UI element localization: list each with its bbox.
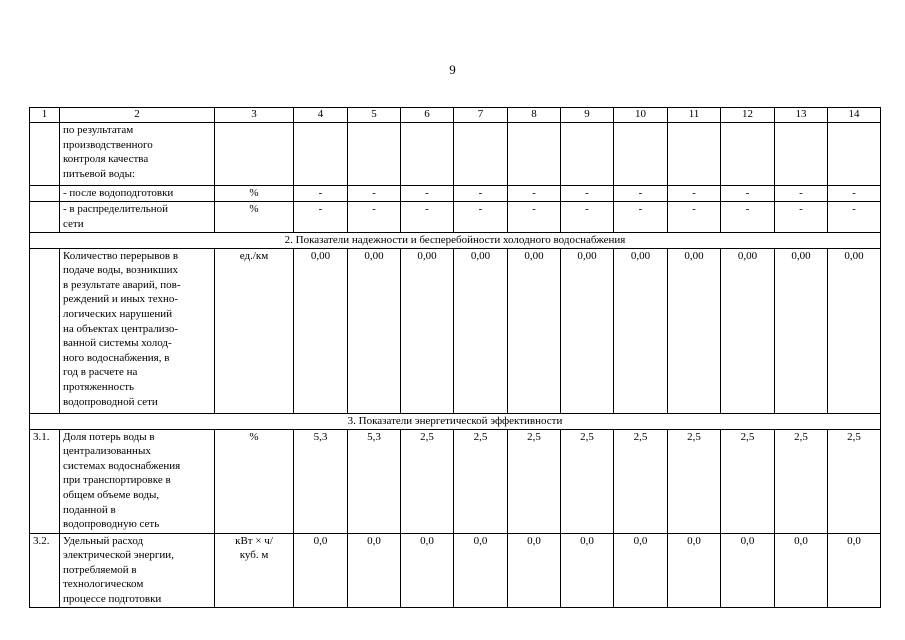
value-cell: - (401, 202, 454, 233)
column-header: 6 (401, 108, 454, 123)
value-cell: 0,0 (348, 533, 401, 607)
value-cell (668, 123, 721, 186)
value-cell: 0,00 (508, 248, 561, 413)
row-number (30, 123, 60, 186)
value-cell: 0,0 (401, 533, 454, 607)
column-header: 14 (828, 108, 881, 123)
value-cell: 0,00 (348, 248, 401, 413)
table-row (30, 533, 881, 607)
value-cell: - (775, 186, 828, 202)
column-header: 2 (60, 108, 215, 123)
section-title: 2. Показатели надежности и бесперебойности холодного водоснабжения (30, 233, 881, 249)
value-cell: 0,0 (828, 533, 881, 607)
column-header: 4 (294, 108, 348, 123)
value-cell: 0,0 (721, 533, 775, 607)
unit-cell: кВт × ч/ куб. м (215, 533, 294, 607)
column-header: 12 (721, 108, 775, 123)
value-cell: - (348, 186, 401, 202)
value-cell: - (668, 202, 721, 233)
value-cell: 0,0 (614, 533, 668, 607)
column-header: 1 (30, 108, 60, 123)
value-cell (401, 123, 454, 186)
value-cell: - (294, 202, 348, 233)
indicator-name: - в распределительной сети (60, 202, 215, 233)
value-cell: 0,0 (508, 533, 561, 607)
value-cell: 2,5 (454, 429, 508, 533)
value-cell: 2,5 (614, 429, 668, 533)
indicator-name: Удельный расход электрической энергии, потребляемой в технологическом процессе подготовки (60, 533, 215, 607)
table-row (30, 429, 881, 533)
unit-cell: % (215, 202, 294, 233)
value-cell: - (828, 186, 881, 202)
column-header: 5 (348, 108, 401, 123)
value-cell: 0,00 (668, 248, 721, 413)
table-row (30, 186, 881, 202)
indicator-name: Количество перерывов в подаче воды, возникших в результате аварий, пов- реждений и иных техно- логических нарушений на объектах централизо- ванной системы холод- ного водоснабжения, в год в расчете на протяженность водопроводной сети (60, 248, 215, 413)
value-cell: - (348, 202, 401, 233)
value-cell: 2,5 (721, 429, 775, 533)
indicator-name: Доля потерь воды в централизованных системах водоснабжения при транспортировке в общем объеме воды, поданной в водопроводную сеть (60, 429, 215, 533)
column-header: 10 (614, 108, 668, 123)
value-cell: 0,00 (561, 248, 614, 413)
value-cell: - (828, 202, 881, 233)
value-cell: - (561, 202, 614, 233)
value-cell: 0,0 (561, 533, 614, 607)
value-cell: 0,0 (294, 533, 348, 607)
unit-cell (215, 123, 294, 186)
value-cell: - (401, 186, 454, 202)
value-cell: 5,3 (294, 429, 348, 533)
value-cell: - (508, 186, 561, 202)
value-cell: - (721, 202, 775, 233)
table-row (30, 123, 881, 186)
value-cell: - (614, 202, 668, 233)
value-cell: 0,0 (775, 533, 828, 607)
value-cell (721, 123, 775, 186)
value-cell: 0,00 (401, 248, 454, 413)
value-cell: - (721, 186, 775, 202)
value-cell (508, 123, 561, 186)
page-number: 9 (449, 62, 456, 77)
row-number (30, 248, 60, 413)
indicators-table (29, 107, 881, 608)
value-cell: 0,0 (668, 533, 721, 607)
column-header: 3 (215, 108, 294, 123)
indicator-name: - после водоподготовки (60, 186, 215, 202)
value-cell: 0,00 (775, 248, 828, 413)
row-number (30, 202, 60, 233)
value-cell (775, 123, 828, 186)
value-cell (454, 123, 508, 186)
column-header: 8 (508, 108, 561, 123)
value-cell: - (775, 202, 828, 233)
value-cell: 0,00 (614, 248, 668, 413)
unit-cell: % (215, 429, 294, 533)
table-row (30, 248, 881, 413)
value-cell: - (454, 202, 508, 233)
value-cell: - (561, 186, 614, 202)
column-header: 7 (454, 108, 508, 123)
value-cell: 2,5 (561, 429, 614, 533)
value-cell: - (668, 186, 721, 202)
value-cell: 2,5 (508, 429, 561, 533)
unit-cell: % (215, 186, 294, 202)
table-row (30, 202, 881, 233)
value-cell: 0,00 (294, 248, 348, 413)
value-cell: 0,00 (828, 248, 881, 413)
value-cell: - (614, 186, 668, 202)
value-cell: - (294, 186, 348, 202)
value-cell: 2,5 (668, 429, 721, 533)
value-cell (828, 123, 881, 186)
value-cell (348, 123, 401, 186)
column-header: 13 (775, 108, 828, 123)
section-title: 3. Показатели энергетической эффективности (30, 413, 881, 429)
value-cell: 2,5 (775, 429, 828, 533)
value-cell: 2,5 (828, 429, 881, 533)
section-row (30, 413, 881, 429)
section-row (30, 233, 881, 249)
row-number: 3.1. (30, 429, 60, 533)
value-cell: 5,3 (348, 429, 401, 533)
value-cell: 0,0 (454, 533, 508, 607)
value-cell (294, 123, 348, 186)
value-cell: - (508, 202, 561, 233)
value-cell: 2,5 (401, 429, 454, 533)
row-number (30, 186, 60, 202)
value-cell (614, 123, 668, 186)
value-cell (561, 123, 614, 186)
header-row (30, 108, 881, 123)
column-header: 11 (668, 108, 721, 123)
value-cell: 0,00 (454, 248, 508, 413)
value-cell: - (454, 186, 508, 202)
row-number: 3.2. (30, 533, 60, 607)
unit-cell: ед./км (215, 248, 294, 413)
indicator-name: по результатам производственного контроля качества питьевой воды: (60, 123, 215, 186)
column-header: 9 (561, 108, 614, 123)
value-cell: 0,00 (721, 248, 775, 413)
